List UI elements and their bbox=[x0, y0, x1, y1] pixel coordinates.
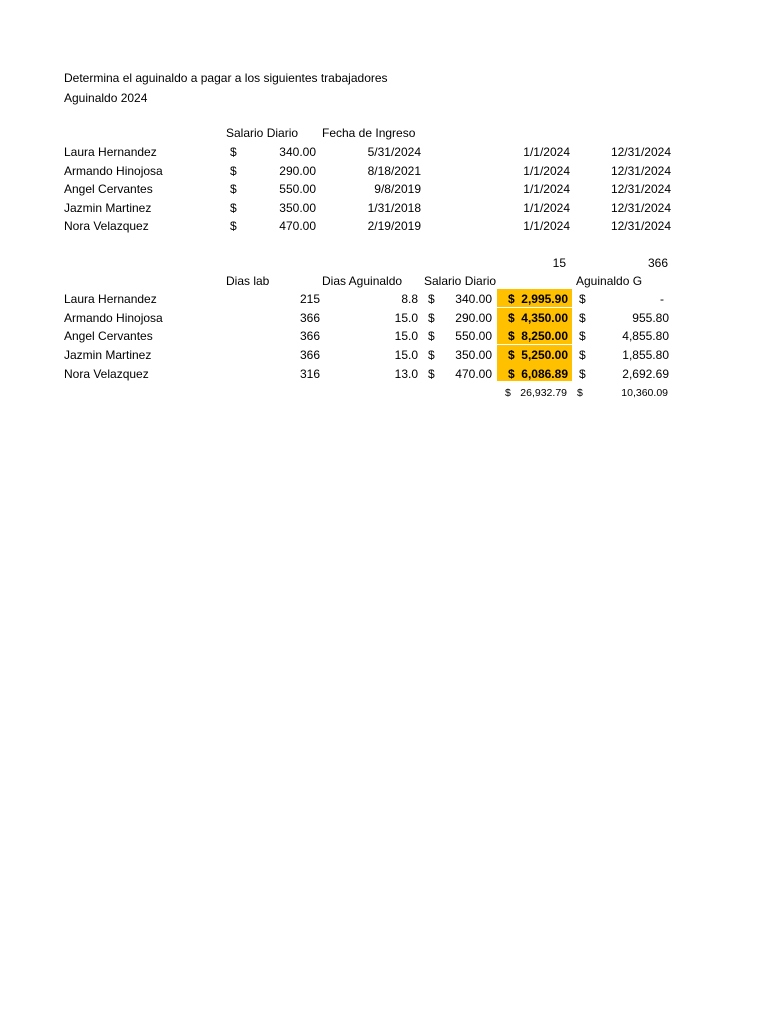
aguinaldo-value: $ 4,350.00 bbox=[507, 311, 568, 325]
currency-symbol: $ bbox=[230, 219, 237, 233]
fecha-fin-value: 12/31/2024 bbox=[610, 164, 671, 178]
fecha-ingreso-value: 8/18/2021 bbox=[367, 164, 421, 178]
total-currency-symbol: $ bbox=[505, 387, 511, 399]
employee-name: Nora Velazquez bbox=[64, 219, 149, 233]
employee-name: Jazmin Martinez bbox=[64, 348, 152, 362]
salario-value: 470.00 bbox=[455, 367, 492, 381]
salario-value: 340.00 bbox=[279, 145, 316, 159]
aguinaldo-value: $ 5,250.00 bbox=[507, 348, 568, 362]
salario-value: 290.00 bbox=[279, 164, 316, 178]
fecha-inicio-value: 1/1/2024 bbox=[523, 219, 570, 233]
salario-value: 290.00 bbox=[455, 311, 492, 325]
fecha-inicio-value: 1/1/2024 bbox=[523, 182, 570, 196]
currency-symbol: $ bbox=[230, 182, 237, 196]
fecha-inicio-value: 1/1/2024 bbox=[523, 164, 570, 178]
salario-value: 350.00 bbox=[455, 348, 492, 362]
total-currency-symbol: $ bbox=[577, 387, 583, 399]
header-dias-lab: Dias lab bbox=[226, 274, 270, 288]
dias-aguinaldo-value: 13.0 bbox=[394, 367, 418, 381]
fecha-inicio-value: 1/1/2024 bbox=[523, 145, 570, 159]
fecha-inicio-value: 1/1/2024 bbox=[523, 201, 570, 215]
aguinaldo-gravado-value: 955.80 bbox=[632, 311, 669, 325]
dias-lab-value: 215 bbox=[299, 292, 320, 306]
aguinaldo-gravado-value: 4,855.80 bbox=[622, 329, 669, 343]
currency-symbol: $ bbox=[579, 311, 586, 325]
dias-aguinaldo-value: 8.8 bbox=[401, 292, 418, 306]
dias-aguinaldo-value: 15.0 bbox=[394, 329, 418, 343]
currency-symbol: $ bbox=[428, 367, 435, 381]
param-dias-anio: 366 bbox=[647, 256, 668, 270]
title-line-2: Aguinaldo 2024 bbox=[64, 91, 148, 105]
fecha-ingreso-value: 5/31/2024 bbox=[367, 145, 421, 159]
employee-name: Angel Cervantes bbox=[64, 329, 153, 343]
fecha-ingreso-value: 1/31/2018 bbox=[367, 201, 421, 215]
aguinaldo-value: $ 2,995.90 bbox=[507, 292, 568, 306]
employee-name: Armando Hinojosa bbox=[64, 164, 163, 178]
fecha-fin-value: 12/31/2024 bbox=[610, 145, 671, 159]
salario-value: 550.00 bbox=[455, 329, 492, 343]
dias-aguinaldo-value: 15.0 bbox=[394, 311, 418, 325]
title-line-1: Determina el aguinaldo a pagar a los siguientes trabajadores bbox=[64, 71, 388, 85]
currency-symbol: $ bbox=[428, 348, 435, 362]
employee-name: Laura Hernandez bbox=[64, 292, 157, 306]
fecha-fin-value: 12/31/2024 bbox=[610, 201, 671, 215]
salario-value: 340.00 bbox=[455, 292, 492, 306]
employee-name: Nora Velazquez bbox=[64, 367, 149, 381]
currency-symbol: $ bbox=[230, 201, 237, 215]
employee-name: Jazmin Martinez bbox=[64, 201, 152, 215]
total-aguinaldo-gravado: 10,360.09 bbox=[621, 387, 668, 399]
dias-lab-value: 316 bbox=[299, 367, 320, 381]
currency-symbol: $ bbox=[428, 329, 435, 343]
fecha-ingreso-value: 2/19/2019 bbox=[367, 219, 421, 233]
employee-name: Angel Cervantes bbox=[64, 182, 153, 196]
dias-aguinaldo-value: 15.0 bbox=[394, 348, 418, 362]
currency-symbol: $ bbox=[579, 292, 586, 306]
param-dias-aguinaldo: 15 bbox=[552, 256, 566, 270]
dias-lab-value: 366 bbox=[299, 348, 320, 362]
header-aguinaldo-g: Aguinaldo G bbox=[576, 274, 643, 288]
employee-name: Laura Hernandez bbox=[64, 145, 157, 159]
aguinaldo-value: $ 8,250.00 bbox=[507, 329, 568, 343]
aguinaldo-gravado-value: 1,855.80 bbox=[622, 348, 669, 362]
salario-value: 350.00 bbox=[279, 201, 316, 215]
header-salario-diario-2: Salario Diario bbox=[424, 274, 497, 288]
aguinaldo-gravado-value: - bbox=[660, 292, 664, 306]
total-aguinaldo: 26,932.79 bbox=[520, 387, 567, 399]
currency-symbol: $ bbox=[230, 145, 237, 159]
aguinaldo-gravado-value: 2,692.69 bbox=[622, 367, 669, 381]
currency-symbol: $ bbox=[230, 164, 237, 178]
currency-symbol: $ bbox=[579, 329, 586, 343]
dias-lab-value: 366 bbox=[299, 311, 320, 325]
header-fecha-ingreso: Fecha de Ingreso bbox=[322, 126, 416, 140]
currency-symbol: $ bbox=[428, 292, 435, 306]
currency-symbol: $ bbox=[428, 311, 435, 325]
header-dias-aguinaldo: Dias Aguinaldo bbox=[322, 274, 403, 288]
fecha-fin-value: 12/31/2024 bbox=[610, 182, 671, 196]
currency-symbol: $ bbox=[579, 367, 586, 381]
salario-value: 550.00 bbox=[279, 182, 316, 196]
dias-lab-value: 366 bbox=[299, 329, 320, 343]
fecha-ingreso-value: 9/8/2019 bbox=[374, 182, 421, 196]
employee-name: Armando Hinojosa bbox=[64, 311, 163, 325]
currency-symbol: $ bbox=[579, 348, 586, 362]
fecha-fin-value: 12/31/2024 bbox=[610, 219, 671, 233]
aguinaldo-value: $ 6,086.89 bbox=[507, 367, 568, 381]
header-salario-diario: Salario Diario bbox=[226, 126, 299, 140]
salario-value: 470.00 bbox=[279, 219, 316, 233]
